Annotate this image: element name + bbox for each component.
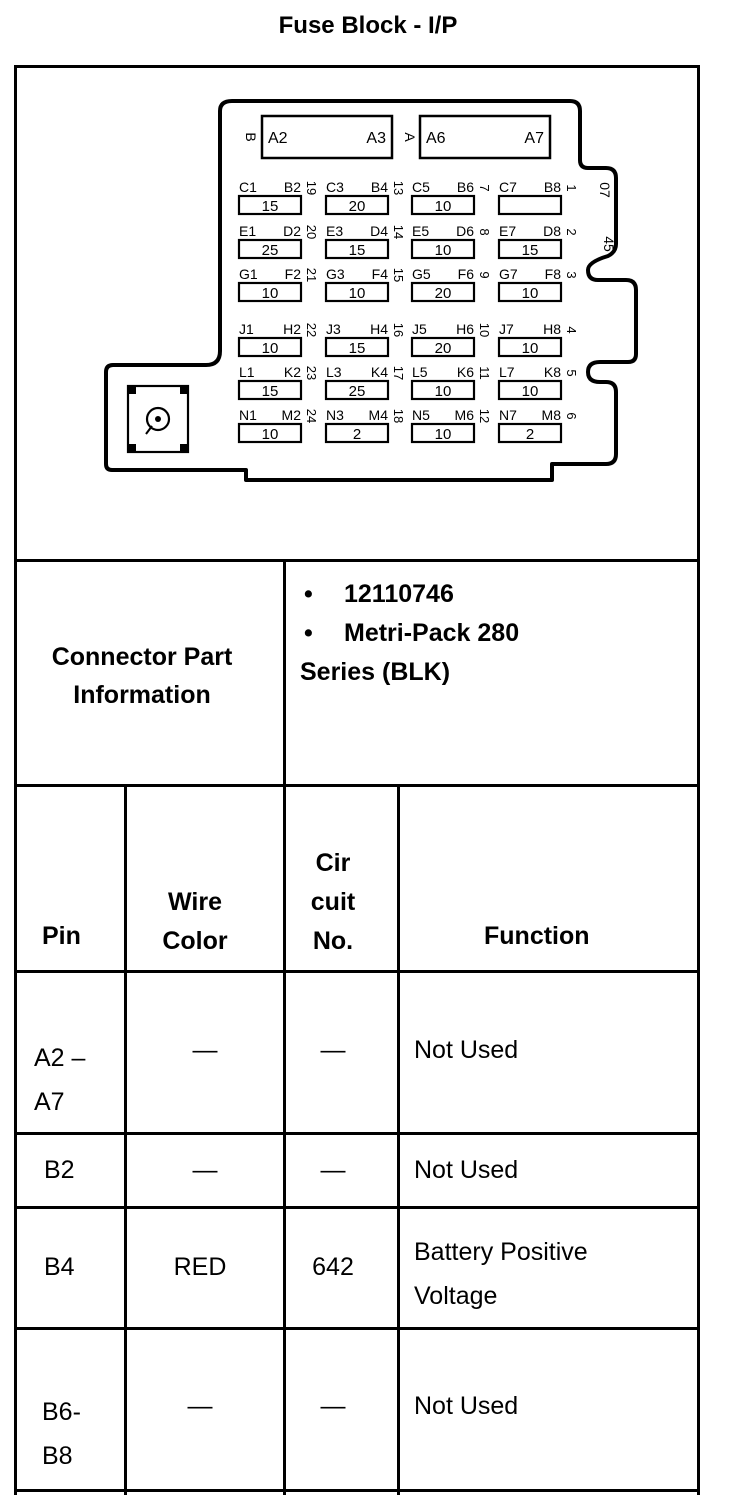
edge-label: 07 xyxy=(597,182,613,198)
circuit-cell: — xyxy=(320,1156,346,1184)
cavity-label: L5 xyxy=(412,364,428,380)
cavity-label: A3 xyxy=(366,130,386,147)
cavity-label: K2 xyxy=(283,364,301,380)
cavity-label: C1 xyxy=(239,179,257,195)
cavity-label: C5 xyxy=(412,179,430,195)
cavity-label: D8 xyxy=(543,223,561,239)
cavity-label: E7 xyxy=(499,223,517,239)
fuse-amperage: 20 xyxy=(348,198,366,215)
stud-tab xyxy=(146,426,152,434)
pin-cell: B6- B8 xyxy=(42,1398,81,1470)
row-separator xyxy=(14,970,700,973)
cavity-label: H8 xyxy=(543,321,561,337)
circuit-number: 13 xyxy=(391,180,406,196)
bullet-glyph: • xyxy=(304,619,313,647)
cavity-label: D2 xyxy=(283,223,301,239)
circuit-number: 1 xyxy=(564,184,579,192)
cavity-label: A7 xyxy=(524,130,544,147)
cavity-label: J3 xyxy=(326,321,341,337)
mounting-corner xyxy=(128,386,136,394)
cavity-label: J1 xyxy=(239,321,254,337)
circuit-number: 14 xyxy=(391,224,406,240)
cavity-label: J7 xyxy=(499,321,514,337)
circuit-number: 7 xyxy=(477,184,492,192)
cavity-label: G3 xyxy=(326,266,345,282)
mounting-corner xyxy=(180,444,188,452)
circuit-number: 5 xyxy=(564,369,579,377)
circuit-number: 22 xyxy=(304,322,319,338)
cavity-label: H6 xyxy=(456,321,474,337)
cavity-label: L3 xyxy=(326,364,342,380)
fuse-amperage: 20 xyxy=(434,285,452,302)
circuit-cell: — xyxy=(320,1036,346,1064)
circuit-number: 16 xyxy=(391,322,406,338)
cavity-label: H4 xyxy=(370,321,388,337)
circuit-number: 8 xyxy=(477,228,492,236)
fuse-amperage: 10 xyxy=(261,426,279,443)
connector-series: Metri-Pack 280 xyxy=(344,619,520,647)
side-label: A xyxy=(402,132,418,142)
circuit-number: 21 xyxy=(304,267,319,283)
connector-series-continuation: Series (BLK) xyxy=(300,658,451,686)
fuse-amperage: 10 xyxy=(521,285,539,302)
circuit-number: 19 xyxy=(304,180,319,196)
circuit-number: 15 xyxy=(391,267,406,283)
fuse-amperage: 10 xyxy=(434,198,452,215)
cavity-label: M6 xyxy=(454,407,474,423)
wire-color-cell: RED xyxy=(173,1253,227,1281)
cavity-label: D6 xyxy=(456,223,474,239)
pin-cell: B2 xyxy=(44,1156,75,1184)
cavity-label: N3 xyxy=(326,407,344,423)
fuse-amperage: 20 xyxy=(434,340,452,357)
connector-label: Connector Part Information xyxy=(51,643,233,709)
cavity-label: E5 xyxy=(412,223,430,239)
cavity-label: F6 xyxy=(457,266,474,282)
cavity-label: M8 xyxy=(541,407,561,423)
circuit-number: 12 xyxy=(477,408,492,424)
fuse-amperage: 15 xyxy=(348,242,366,259)
cavity-label: E1 xyxy=(239,223,257,239)
fuse-amperage: 15 xyxy=(261,383,279,400)
fuse-amperage: 15 xyxy=(261,198,279,215)
cavity-label: F4 xyxy=(371,266,388,282)
edge-label: 45 xyxy=(601,236,617,252)
wire-color-cell: — xyxy=(192,1036,218,1064)
mounting-corner xyxy=(180,386,188,394)
connector-divider-line xyxy=(283,559,286,786)
cavity-label: M2 xyxy=(281,407,301,423)
circuit-number: 18 xyxy=(391,408,406,424)
header-circuit-no: Cir cuit No. xyxy=(310,849,356,955)
fuse-amperage: 10 xyxy=(434,242,452,259)
circuit-number: 4 xyxy=(564,326,579,334)
cavity-label: L1 xyxy=(239,364,255,380)
fuse-amperage: 15 xyxy=(348,340,366,357)
fuse-amperage: 10 xyxy=(261,340,279,357)
function-cell: Not Used xyxy=(414,1036,519,1064)
cavity-label: B2 xyxy=(283,179,301,195)
fuse-amperage: 10 xyxy=(521,383,539,400)
row-separator xyxy=(14,1489,700,1492)
circuit-number: 23 xyxy=(304,365,319,381)
cavity-label: K8 xyxy=(543,364,561,380)
cavity-label: K6 xyxy=(456,364,474,380)
cavity-label: E3 xyxy=(326,223,344,239)
circuit-number: 6 xyxy=(564,412,579,420)
function-cell: Battery Positive Voltage xyxy=(414,1238,588,1310)
divider-line xyxy=(14,784,700,787)
cavity-label: J5 xyxy=(412,321,427,337)
fuse-amperage: 2 xyxy=(352,426,362,443)
cavity-label: D4 xyxy=(370,223,388,239)
fuse-amperage: 25 xyxy=(348,383,366,400)
pin-cell: A2 –A7 xyxy=(34,1044,86,1116)
header-function: Function xyxy=(484,922,590,950)
cavity-label: A6 xyxy=(426,130,446,147)
connector-item xyxy=(300,619,519,648)
cavity-label: F8 xyxy=(544,266,561,282)
circuit-number: 11 xyxy=(477,366,492,380)
stud-center xyxy=(155,416,161,422)
column-separator xyxy=(124,784,127,1495)
cavity-label: F2 xyxy=(284,266,301,282)
row-separator xyxy=(14,1132,700,1135)
function-cell: Not Used xyxy=(414,1392,519,1420)
circuit-number: 10 xyxy=(477,322,492,338)
mounting-corner xyxy=(128,444,136,452)
cavity-label: N5 xyxy=(412,407,430,423)
connector-item xyxy=(300,580,454,609)
fuse-amperage: 10 xyxy=(521,340,539,357)
cavity-label: N1 xyxy=(239,407,257,423)
fuse-amperage: 10 xyxy=(434,426,452,443)
cavity-label: A2 xyxy=(268,130,288,147)
side-label: B xyxy=(243,132,259,142)
fuse-block-diagram xyxy=(0,0,736,560)
cavity-label: K4 xyxy=(370,364,388,380)
cavity-label: M4 xyxy=(368,407,388,423)
circuit-number: 3 xyxy=(564,271,579,279)
row-separator xyxy=(14,1327,700,1330)
row-separator xyxy=(14,1206,700,1209)
fuse-amperage: 10 xyxy=(434,383,452,400)
fuse-amperage: 10 xyxy=(261,285,279,302)
circuit-cell: — xyxy=(320,1392,346,1420)
cavity-label: B4 xyxy=(370,179,388,195)
cavity-label: L7 xyxy=(499,364,515,380)
wire-color-cell: — xyxy=(192,1156,218,1184)
function-cell: Not Used xyxy=(414,1156,519,1184)
wire-color-cell: — xyxy=(187,1392,213,1420)
circuit-number: 2 xyxy=(564,228,579,236)
fuse-amperage: 2 xyxy=(525,426,535,443)
circuit-number: 9 xyxy=(477,271,492,279)
cavity-label: H2 xyxy=(283,321,301,337)
cavity-label: G5 xyxy=(412,266,431,282)
column-separator xyxy=(283,784,286,1495)
fuse-amperage: 10 xyxy=(348,285,366,302)
cavity-label: B6 xyxy=(456,179,474,195)
fuse-amperage: 15 xyxy=(521,242,539,259)
fuse-amperage: 25 xyxy=(261,242,279,259)
cavity-label: C7 xyxy=(499,179,517,195)
cavity-label: N7 xyxy=(499,407,517,423)
bullet-glyph: • xyxy=(304,580,313,608)
pin-cell: B4 xyxy=(44,1253,75,1281)
page-title: Fuse Block - I/P xyxy=(278,12,458,39)
cavity-label: C3 xyxy=(326,179,344,195)
fuse-slot xyxy=(499,196,561,214)
column-separator xyxy=(397,784,400,1495)
cavity-label: B8 xyxy=(543,179,561,195)
circuit-number: 20 xyxy=(304,224,319,240)
cavity-label: G7 xyxy=(499,266,518,282)
connector-part-number: 12110746 xyxy=(344,580,454,608)
header-wire-color: Wire Color xyxy=(162,888,228,955)
circuit-number: 24 xyxy=(304,408,319,424)
circuit-cell: 642 xyxy=(312,1253,354,1281)
header-pin: Pin xyxy=(42,922,81,950)
circuit-number: 17 xyxy=(391,365,406,381)
cavity-label: G1 xyxy=(239,266,258,282)
